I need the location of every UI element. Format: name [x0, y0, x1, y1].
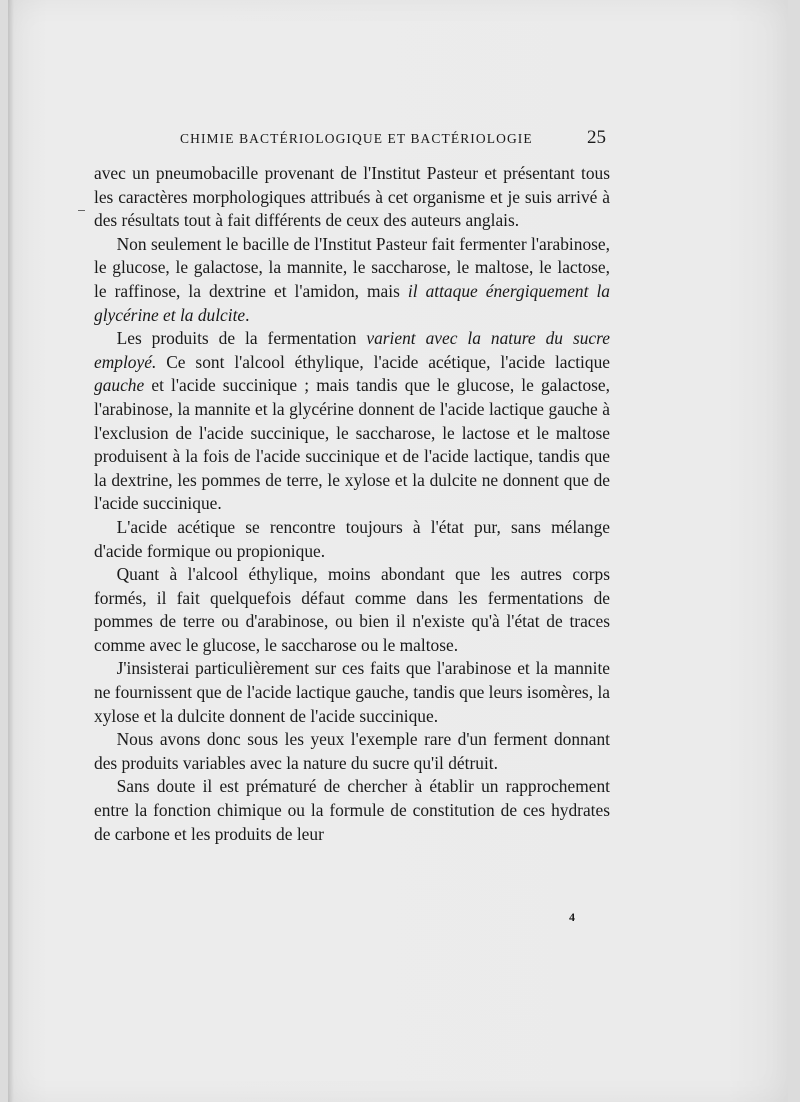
paragraph-7: Nous avons donc sous les yeux l'exemple rare d'un ferment donnant des produits variables avec la nature du sucre qu'il détruit. [94, 729, 610, 773]
signature-mark: 4 [569, 910, 575, 924]
book-page [8, 0, 788, 1102]
paragraph-3: Les produits de la fermentation varient avec la nature du sucre employé. Ce sont l'alcool éthylique, l'acide acétique, l'acide lactique gauche et l'acide succinique ; mais tandis que le glucose, le galactose, l'arabinose, la mannite et la glycérine donnent de l'acide lactique gauche à l'exclusion de l'acide succinique, le saccharose, le lactose et le maltose produisent à la fois de l'acide succinique et de l'acide lactique, tandis que la dextrine, les pommes de terre, le xylose et la dulcite ne donnent que de l'acide succinique. [94, 328, 610, 514]
paragraph-6: J'insisterai particulièrement sur ces faits que l'arabinose et la mannite ne fournissent que de l'acide lactique gauche, tandis que leurs isomères, la xylose et la dulcite donnent de l'acide succinique. [94, 658, 610, 726]
paragraph-8: Sans doute il est prématuré de chercher à établir un rapprochement entre la fonction chimique ou la formule de constitution de ces hydrates de carbone et les produits de leur [94, 776, 610, 844]
running-title: CHIMIE BACTÉRIOLOGIQUE ET BACTÉRIOLOGIE [180, 131, 533, 146]
paragraph-1: avec un pneumobacille provenant de l'Institut Pasteur et présentant tous les caractères morphologiques attribués à cet organisme et je suis arrivé à des résultats tout à fait différents de ceux des auteurs anglais. [94, 163, 610, 231]
emphasis: varient avec la nature du sucre employé. [94, 328, 610, 372]
margin-mark [78, 210, 85, 211]
emphasis: il attaque énergiquement la glycérine et la dulcite [94, 280, 610, 325]
emphasis: gauche [94, 375, 145, 396]
paragraph-2: Non seulement le bacille de l'Institut Pasteur fait fermenter l'arabinose, le glucose, le galactose, la mannite, le saccharose, le maltose, le lactose, le raffinose, la dextrine et l'amidon, mais il attaque énergiquement la glycérine et la dulcite. [94, 233, 610, 325]
page-header [180, 127, 606, 149]
body-text [94, 162, 610, 846]
paragraph-5: Quant à l'alcool éthylique, moins abondant que les autres corps formés, il fait quelquefois défaut comme dans les fermentations de pommes de terre ou d'arabinose, ou bien il n'existe qu'à l'état de traces comme avec le glucose, le saccharose ou le maltose. [94, 564, 610, 655]
paragraph-4: L'acide acétique se rencontre toujours à l'état pur, sans mélange d'acide formique ou propionique. [94, 516, 610, 561]
page-number: 25 [587, 127, 606, 148]
